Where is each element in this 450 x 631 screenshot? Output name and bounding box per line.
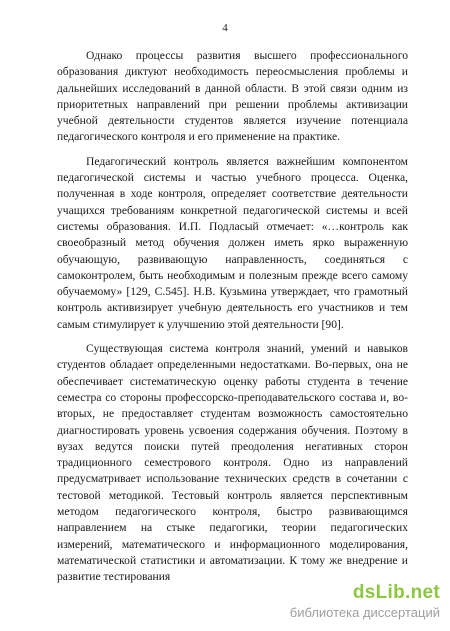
logo-part-lib: Lib bbox=[375, 582, 405, 603]
paragraph: Однако процессы развития высшего профессионального образования диктуют необходимость переосмысления проблемы и дальнейших исследований в данной области. В этой связи одним из приоритетных направлений при решении проблемы активизации учебной деятельности студентов является изучение потенциала педагогического контроля и его применение на практике. bbox=[57, 49, 408, 144]
dslib-logo bbox=[353, 583, 440, 603]
page-number: 4 bbox=[222, 22, 228, 34]
watermark-caption: библиотека диссертаций bbox=[289, 605, 440, 620]
logo-part-net: net bbox=[410, 582, 440, 603]
logo-part-ds: ds bbox=[352, 582, 376, 603]
document-body bbox=[57, 48, 408, 586]
logo-part-dot: . bbox=[405, 582, 411, 603]
watermark bbox=[230, 583, 440, 623]
paragraph: Педагогический контроль является важнейшим компонентом педагогической системы и частью учебного процесса. Оценка, полученная в ходе контроля, определяет соответствие деятельности учащихся требованиям конкретной педагогической системы и всей системы образования. И.П. Подласый отмечает: «…контроль как своеобразный метод обучения должен иметь ярко выраженную обучающую, развивающую направленность, соединяться с самоконтролем, быть необходимым и полезным прежде всего самому обучаемому» [129, С.545]. Н.В. Кузьмина утверждает, что грамотный контроль активизирует учебную деятельность его участников и тем самым стимулирует к улучшению этой деятельности [90]. bbox=[57, 154, 408, 331]
paragraph: Существующая система контроля знаний, умений и навыков студентов обладает определенными недостатками. Во-первых, она не обеспечивает систематическую оценку работы студента в течение семестра со стороны профессорско-преподавательского состава и, во-вторых, не предоставляет студентам возможность самостоятельно диагностировать уровень усвоения содержания обучения. Поэтому в вузах ведутся поиски путей преодоления негативных сторон традиционного семестрового контроля. Одно из направлений предусматривает использование технических средств в сочетании с тестовой методикой. Тестовый контроль является перспективным методом педагогического контроля, быстро развивающимся направлением на стыке педагогики, теории педагогических измерений, математического и информационного моделирования, математической статистики и автоматизации. К тому же внедрение и развитие тестирования bbox=[57, 342, 408, 584]
